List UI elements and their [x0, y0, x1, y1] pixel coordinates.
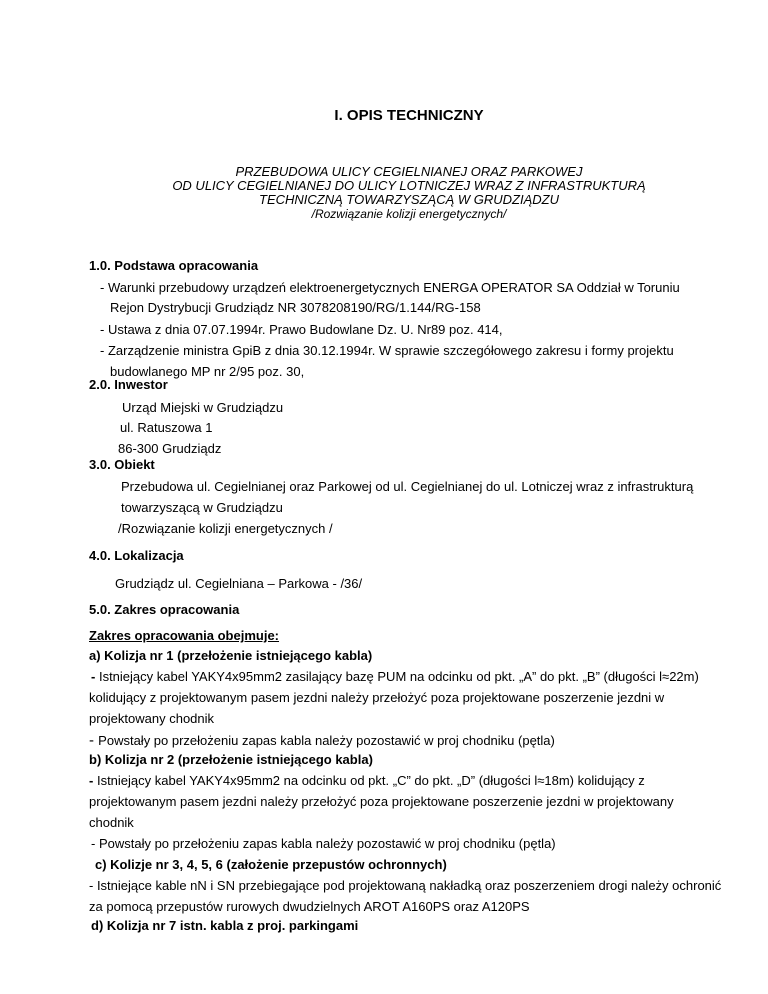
investor-name: Urząd Miejski w Grudziądzu [122, 400, 284, 415]
collision-a-line: kolidujący z projektowanym pasem jezdni należy przełożyć poza projektowane poszerzenie jezdni w [89, 690, 665, 705]
collision-b-line: - Powstały po przełożeniu zapas kabla należy pozostawić w proj chodniku (pętla) [91, 836, 556, 851]
section-5-heading: 5.0. Zakres opracowania [89, 602, 240, 617]
collision-c-line: za pomocą przepustów rurowych dwudzielnych AROT A160PS oraz A120PS [89, 899, 530, 914]
section-3-line: /Rozwiązanie kolizji energetycznych / [118, 521, 333, 536]
investor-city: 86-300 Grudziądz [118, 441, 222, 456]
subtitle-line-3: TECHNICZNĄ TOWARZYSZĄCĄ W GRUDZIĄDZU [259, 192, 559, 207]
collision-b-line: projektowanym pasem jezdni należy przełożyć poza projektowane poszerzenie jezdni w projektowany [89, 794, 674, 809]
section-1-line: Rejon Dystrybucji Grudziądz NR 3078208190/RG/1.144/RG-158 [110, 300, 481, 315]
scope-title: Zakres opracowania obejmuje: [89, 628, 280, 643]
collision-c-line: - Istniejące kable nN i SN przebiegające pod projektowaną nakładką oraz poszerzeniem drogi należy ochronić [89, 878, 722, 893]
subtitle-line-4: /Rozwiązanie kolizji energetycznych/ [311, 207, 507, 221]
location-text: Grudziądz ul. Cegielniana – Parkowa - /36/ [115, 576, 363, 591]
document-title: I. OPIS TECHNICZNY [334, 107, 484, 124]
collision-d-heading: d) Kolizja nr 7 istn. kabla z proj. parkingami [91, 918, 359, 933]
section-1-heading: 1.0. Podstawa opracowania [89, 258, 259, 273]
collision-a-line: - Powstały po przełożeniu zapas kabla należy pozostawić w proj chodniku (pętla) [89, 732, 555, 749]
collision-a-heading: a) Kolizja nr 1 (przełożenie istniejącego kabla) [89, 648, 373, 663]
section-4-heading: 4.0. Lokalizacja [89, 548, 184, 563]
subtitle-line-2: OD ULICY CEGIELNIANEJ DO ULICY LOTNICZEJ WRAZ Z INFRASTRUKTURĄ [172, 178, 646, 193]
collision-a-line: - Istniejący kabel YAKY4x95mm2 zasilający bazę PUM na odcinku od pkt. „A” do pkt. „B” (długości l≈22m) [91, 669, 699, 684]
collision-c-heading: c) Kolizje nr 3, 4, 5, 6 (założenie przepustów ochronnych) [95, 857, 447, 872]
collision-b-line: chodnik [89, 815, 134, 830]
section-3-line: Przebudowa ul. Cegielnianej oraz Parkowej od ul. Cegielnianej do ul. Lotniczej wraz z infrastrukturą [121, 479, 694, 494]
section-1-line: - Zarządzenie ministra GpiB z dnia 30.12.1994r. W sprawie szczegółowego zakresu i formy projektu [100, 343, 674, 358]
investor-street: ul. Ratuszowa 1 [120, 420, 213, 435]
section-3-line: towarzyszącą w Grudziądzu [121, 500, 283, 515]
section-3-heading: 3.0. Obiekt [89, 457, 155, 472]
collision-b-line: - Istniejący kabel YAKY4x95mm2 na odcinku od pkt. „C” do pkt. „D” (długości l≈18m) kolidujący z [89, 773, 645, 788]
collision-b-heading: b) Kolizja nr 2 (przełożenie istniejącego kabla) [89, 752, 373, 767]
collision-a-line: projektowany chodnik [89, 711, 215, 726]
section-1-line: - Warunki przebudowy urządzeń elektroenergetycznych ENERGA OPERATOR SA Oddział w Toruniu [100, 280, 680, 295]
subtitle-line-1: PRZEBUDOWA ULICY CEGIELNIANEJ ORAZ PARKOWEJ [235, 164, 583, 179]
section-1-line: - Ustawa z dnia 07.07.1994r. Prawo Budowlane Dz. U. Nr89 poz. 414, [100, 322, 503, 337]
section-1-line: budowlanego MP nr 2/95 poz. 30, [110, 364, 305, 379]
section-2-heading: 2.0. Inwestor [89, 377, 168, 392]
